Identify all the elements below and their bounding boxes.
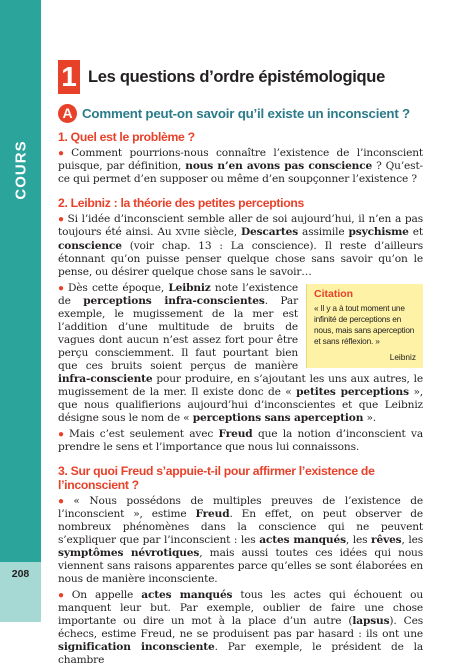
leibniz-block bbox=[58, 282, 423, 425]
page-number-box bbox=[0, 562, 41, 622]
paragraph: ● « Nous possédons de multiples preuves de l’existence de l’inconscient », estime Freud. En effet, on peut observer de nombreux phénomènes dans la conscience qui ne peuvent s’expliquer que par l’inconscient : les actes manqués, les rêves, les symptômes névrotiques, mais aussi toutes ces idées qui nous viennent sans raisons apparentes parce qu’elles se sont élaborées en nous de manière inconsciente. bbox=[58, 495, 424, 585]
citation-box bbox=[306, 284, 423, 368]
citation-quote: « Il y a à tout moment une infinité de perceptions en nous, mais sans aperception et sans réflexion. » bbox=[314, 303, 415, 346]
chapter-title: Les questions d’ordre épistémologique bbox=[88, 67, 385, 86]
subsection-title-3: 3. Sur quoi Freud s’appuie-t-il pour affirmer l’existence de l’inconscient ? bbox=[58, 464, 375, 492]
subsection-title-2: 2. Leibniz : la théorie des petites perceptions bbox=[58, 196, 304, 210]
chapter-number: 1 bbox=[58, 60, 80, 94]
bullet-icon: ● bbox=[58, 429, 67, 440]
bullet-icon: ● bbox=[58, 214, 65, 225]
page-content bbox=[58, 60, 423, 667]
paragraph: ● Dès cette époque, Leibniz note l’existence de perceptions infra-conscientes. Par exemple, le mugissement de la mer est l’addition d’une multitude de bruits de vagues dont aucun n’est assez fort pour être perçu consciemment. Il faut pourtant bien que ces bruits soient perçus de manière infra-consciente pour produire, en s’ajoutant les uns aux autres, le mugissement de la mer. Il existe donc de « petites perceptions », que nous qualifierions aujourd’hui d’inconscientes et que Leibniz désigne sous le nom de « perceptions sans aperception ». bbox=[58, 282, 423, 424]
paragraph: ● Comment pourrions-nous connaître l’existence de l’inconscient puisque, par définition, nous n’en avons pas conscience ? Qu’est-ce qui permet d’en supposer ou même d’en soupçonner l’existence ? bbox=[58, 147, 423, 185]
citation-label: Citation bbox=[314, 288, 354, 300]
paragraph: ● Si l’idée d’inconscient semble aller de soi aujourd’hui, il n’en a pas toujours été ainsi. Au XVIIe siècle, Descartes assimile psychisme et conscience (voir chap. 13 : La conscience). Il reste d’ailleurs étonnant qu’on puisse penser quelque chose sans savoir qu’on le pense, ou désirer quelque chose sans le savoir… bbox=[58, 213, 424, 278]
bullet-icon: ● bbox=[58, 496, 71, 507]
paragraph: ● Mais c’est seulement avec Freud que la notion d’inconscient va prendre le sens et l’importance que nous lui connaissons. bbox=[58, 428, 424, 453]
section-letter: A bbox=[58, 104, 77, 123]
page-number: 208 bbox=[11, 568, 30, 580]
side-band bbox=[0, 0, 41, 622]
chapter-heading bbox=[58, 60, 423, 94]
paragraph: ● On appelle actes manqués tous les actes qui échouent ou manquent leur but. Par exemple, oublier de faire une chose importante ou dire un mot à la place d’un autre (lapsus). Ces échecs, estime Freud, ne se produisent pas par hasard : ils ont une signification inconsciente. Par exemple, le président de la chambre bbox=[58, 589, 423, 666]
side-label: COURS bbox=[12, 140, 29, 200]
subsection-title-1: 1. Quel est le problème ? bbox=[58, 130, 195, 144]
citation-author: Leibniz bbox=[389, 352, 416, 362]
bullet-icon: ● bbox=[58, 148, 69, 159]
bullet-icon: ● bbox=[58, 283, 65, 294]
bullet-icon: ● bbox=[58, 590, 69, 601]
section-heading bbox=[58, 104, 423, 123]
section-title: Comment peut-on savoir qu’il existe un inconscient ? bbox=[82, 106, 410, 121]
